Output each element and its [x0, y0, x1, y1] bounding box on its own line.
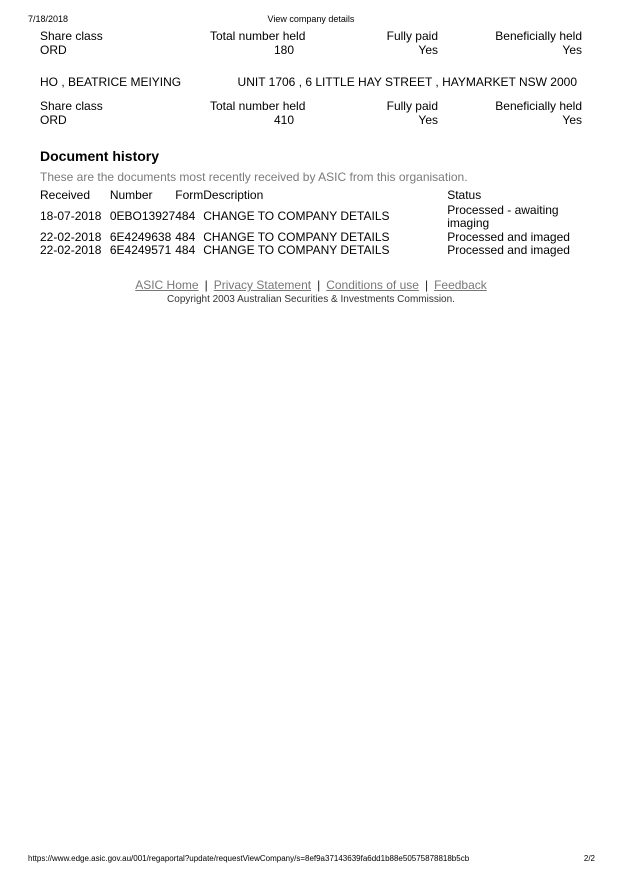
privacy-statement-link[interactable]: Privacy Statement — [213, 278, 312, 292]
feedback-link[interactable]: Feedback — [434, 278, 487, 292]
total-number-held-label: Total number held — [210, 99, 306, 113]
print-title: View company details — [267, 14, 355, 24]
document-history-heading: Document history — [40, 148, 160, 164]
separator: | — [317, 278, 321, 292]
separator: | — [424, 278, 429, 292]
status-cell: Processed and imaged — [447, 230, 570, 244]
received-cell: 22-02-2018 — [40, 230, 102, 244]
number-cell: 6E4249638 — [109, 230, 172, 244]
share-class-value: ORD — [40, 113, 67, 127]
print-footer-url: https://www.edge.asic.gov.au/001/regaportal?update/requestViewCompany/s=8ef9a37143639fa6dd1b88e50575878818b5cb — [28, 854, 470, 863]
asic-home-link[interactable]: ASIC Home — [135, 278, 199, 292]
holder-name: HO , BEATRICE MEIYING — [40, 75, 182, 89]
status-cell: Processed - awaiting imaging — [447, 203, 559, 230]
description-cell: CHANGE TO COMPANY DETAILS — [203, 230, 390, 244]
total-number-held-value: 180 — [273, 43, 294, 57]
number-cell: 6E4249571 — [109, 243, 172, 257]
table-row — [40, 204, 582, 231]
total-number-held-label: Total number held — [210, 29, 306, 43]
received-cell: 22-02-2018 — [40, 243, 102, 257]
total-number-held-value: 410 — [273, 113, 294, 127]
copyright-text: Copyright 2003 Australian Securities & Investments Commission. — [167, 294, 455, 305]
beneficially-held-label: Beneficially held — [495, 29, 582, 43]
col-description: Description — [203, 188, 264, 202]
col-received: Received — [40, 188, 91, 202]
col-number: Number — [109, 188, 153, 202]
description-cell: CHANGE TO COMPANY DETAILS — [203, 209, 390, 223]
document-history-intro: These are the documents most recently received by ASIC from this organisation. — [40, 170, 468, 184]
share-class-label: Share class — [40, 29, 103, 43]
print-page-number: 2/2 — [583, 854, 595, 863]
form-cell: 484 — [175, 243, 196, 257]
table-header-row — [40, 189, 582, 204]
share-class-value: ORD — [40, 43, 67, 57]
document-history-table — [40, 189, 582, 257]
form-cell: 484 — [175, 209, 196, 223]
fully-paid-label: Fully paid — [386, 99, 438, 113]
col-form: Form — [175, 188, 204, 202]
page-content — [40, 29, 582, 307]
print-date: 7/18/2018 — [28, 14, 69, 24]
share-class-label: Share class — [40, 99, 103, 113]
fully-paid-value: Yes — [418, 113, 438, 127]
description-cell: CHANGE TO COMPANY DETAILS — [203, 243, 390, 257]
holder-address: UNIT 1706 , 6 LITTLE HAY STREET , HAYMARKET NSW 2000 — [237, 75, 577, 89]
shares-block-1 — [40, 29, 582, 57]
form-cell: 484 — [175, 230, 196, 244]
separator: | — [204, 278, 208, 292]
fully-paid-label: Fully paid — [386, 29, 438, 43]
beneficially-held-value: Yes — [562, 43, 582, 57]
beneficially-held-label: Beneficially held — [495, 99, 582, 113]
status-cell: Processed and imaged — [447, 243, 570, 257]
conditions-of-use-link[interactable]: Conditions of use — [326, 278, 419, 292]
beneficially-held-value: Yes — [562, 113, 582, 127]
shares-block-2 — [40, 99, 582, 127]
fully-paid-value: Yes — [418, 43, 438, 57]
table-row — [40, 244, 582, 257]
number-cell: 0EBO13927 — [109, 209, 176, 223]
holder-row — [40, 75, 582, 89]
footer-links — [40, 278, 582, 292]
received-cell: 18-07-2018 — [40, 209, 102, 223]
col-status: Status — [447, 188, 482, 202]
